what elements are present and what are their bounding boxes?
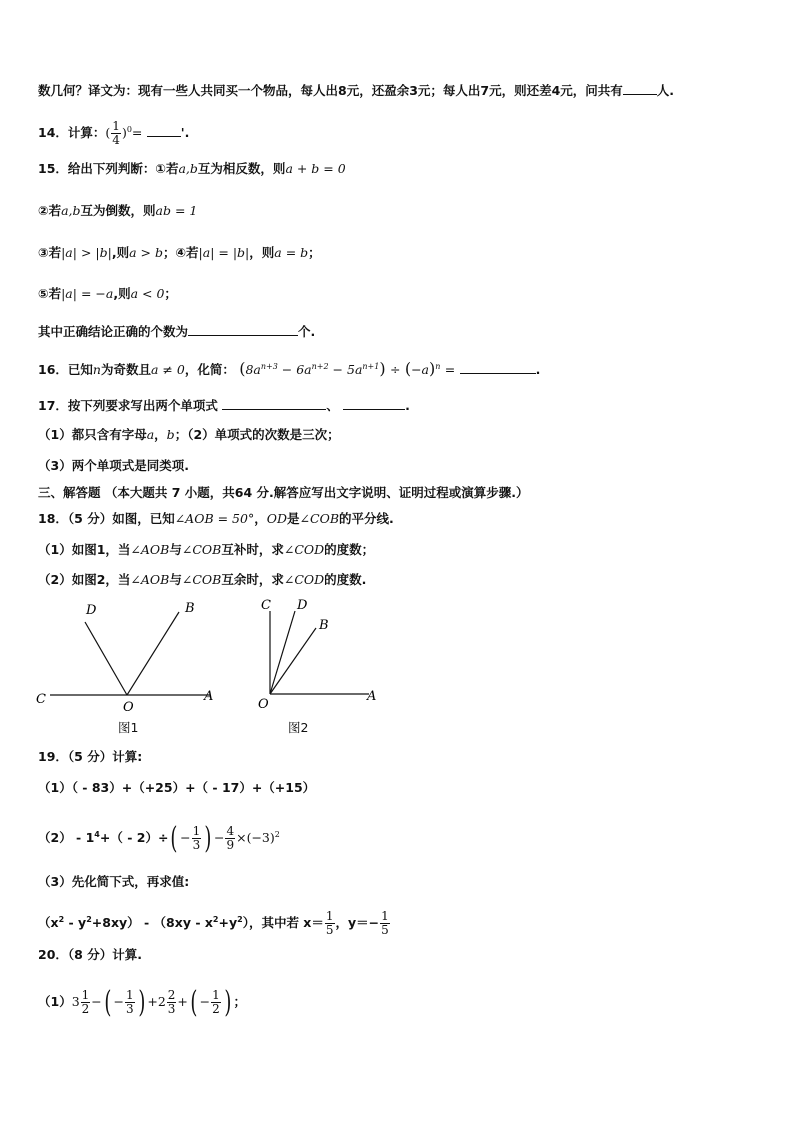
q15-expr: a + b = 0 xyxy=(285,161,346,176)
denominator: 2 xyxy=(81,1002,90,1016)
question-19: 19．（5 分）计算: xyxy=(38,749,143,764)
q15-s3-label: ③若 xyxy=(38,245,62,260)
q18-c: 是 xyxy=(287,511,300,526)
continuation-tail: 人. xyxy=(656,83,675,98)
figure-1 xyxy=(30,598,230,738)
paren-close: ) xyxy=(121,125,127,141)
plus-sign: + xyxy=(147,994,158,1009)
q18-p2-aob: ∠AOB xyxy=(130,572,170,587)
figure-1-caption: 图1 xyxy=(118,720,139,735)
q15-s3-expr: |a| > |b| xyxy=(61,245,112,260)
q18-p1-cob: ∠COB xyxy=(181,542,222,557)
q15-s5-label: ⑤若 xyxy=(38,286,62,301)
q19-p2-exp2: 2 xyxy=(274,830,280,839)
label-c: C xyxy=(261,598,271,613)
question-19-part3-expr xyxy=(38,902,391,941)
q16-n: n xyxy=(92,362,101,378)
x-fraction xyxy=(325,910,335,937)
numerator: 4 xyxy=(226,824,235,839)
label-c: C xyxy=(36,692,46,707)
answer-blank xyxy=(147,124,181,137)
exp: 2 xyxy=(237,915,243,924)
q14-numerator: 1 xyxy=(112,119,120,134)
q15-s4-label: ；④若 xyxy=(162,245,199,260)
question-14 xyxy=(38,115,189,148)
q16-cond: a ≠ 0 xyxy=(150,362,185,378)
q19-fraction2 xyxy=(225,825,235,852)
paren-open: ( xyxy=(105,125,111,141)
q18-p2-b: 与 xyxy=(169,572,182,587)
q18-od: OD xyxy=(266,511,288,526)
numerator: 1 xyxy=(381,909,389,924)
q16-exp3: n+1 xyxy=(362,362,380,371)
label-o: O xyxy=(123,700,134,715)
q16-a: 16．已知 xyxy=(38,362,93,378)
label-d: D xyxy=(297,598,308,613)
q17-end: . xyxy=(405,398,410,413)
denominator: 3 xyxy=(167,1002,176,1016)
paren-close: ) xyxy=(379,359,386,379)
answer-blank xyxy=(188,323,298,336)
q17-sep: 、 xyxy=(326,398,339,413)
exp: 2 xyxy=(212,915,219,924)
q15-s4-end: ； xyxy=(308,245,321,260)
denominator: 5 xyxy=(381,923,389,938)
paren-open: ( xyxy=(239,359,246,379)
question-19-part1: （1）（ - 83）+（+25）+（ - 17）+（+15） xyxy=(38,780,316,795)
q16-b: 为奇数且 xyxy=(100,362,151,378)
q18-d: 的平分线. xyxy=(339,511,394,526)
q15-s4-expr: |a| = |b| xyxy=(198,245,250,260)
q19-p2-c: ×(−3) xyxy=(236,830,275,846)
q16-eq: = xyxy=(444,362,456,378)
q18-p1-cod: ∠COD xyxy=(283,542,325,557)
minus-sign: − xyxy=(180,830,191,846)
question-18-part2 xyxy=(38,571,366,589)
whole-number: 3 xyxy=(71,994,80,1009)
q18-p1-aob: ∠AOB xyxy=(130,542,170,557)
minus-sign: − xyxy=(199,994,211,1009)
q15-s2-vars: a,b xyxy=(61,203,81,218)
question-17 xyxy=(38,397,410,415)
q15-s5-mid: ,则 xyxy=(113,286,131,301)
numerator: 1 xyxy=(325,909,334,924)
numerator: 2 xyxy=(167,988,176,1002)
answer-blank xyxy=(343,397,405,410)
label-o: O xyxy=(258,697,269,712)
q14-fraction xyxy=(111,120,121,147)
q18-p2-d: 互余时，求 xyxy=(221,572,284,587)
question-18 xyxy=(38,510,394,528)
q18-p2-f: 的度数. xyxy=(324,572,367,587)
q16-exp2: n+2 xyxy=(311,362,329,371)
q20-fraction1 xyxy=(81,989,91,1016)
q15-s4-res: a = b xyxy=(274,245,309,260)
y-fraction xyxy=(380,910,390,937)
expr-c: +8xy） - （8xy - x xyxy=(91,915,213,931)
whole-number: 2 xyxy=(157,994,166,1009)
q20-p1: （1） xyxy=(38,994,72,1009)
ray-od xyxy=(85,622,127,695)
exp: 2 xyxy=(86,915,92,924)
q15-s3-mid: ,则 xyxy=(111,245,130,260)
label-b: B xyxy=(185,601,195,616)
q18-cob: ∠COB xyxy=(299,511,340,526)
q15-s5-end: ； xyxy=(164,286,177,301)
q15-mid: 互为相反数，则 xyxy=(197,161,286,176)
q18-p2: （2）如图2，当 xyxy=(38,572,131,587)
q20-fraction4 xyxy=(211,989,221,1016)
numerator: 1 xyxy=(81,988,90,1002)
numerator: 1 xyxy=(192,824,201,839)
q17-v1: a xyxy=(146,427,155,442)
q14-equals: = xyxy=(131,125,143,141)
q16-exp1: n+3 xyxy=(260,362,278,371)
q17-a: 17．按下列要求写出两个单项式 xyxy=(38,398,218,413)
section-3-heading: 三、解答题 （本大题共 7 小题，共64 分.解答应写出文字说明、证明过程或演算步骤.） xyxy=(38,485,529,500)
question-15-conclusion xyxy=(38,323,315,341)
big-paren-open: ( xyxy=(190,984,198,1020)
q20-fraction3 xyxy=(167,989,177,1016)
q15-s2-label: ②若 xyxy=(38,203,62,218)
q15-conclusion-end: 个. xyxy=(298,324,316,339)
q14-end: '. xyxy=(180,125,190,141)
q15-s3-res: a > b xyxy=(129,245,163,260)
plus-sign: + xyxy=(177,994,188,1009)
q18-p1: （1）如图1，当 xyxy=(38,542,131,557)
question-16 xyxy=(38,358,540,379)
paren-close: ) xyxy=(429,359,436,379)
q14-denominator: 4 xyxy=(112,133,120,148)
q17-c1-sep: ， xyxy=(154,427,167,442)
big-paren-close: ) xyxy=(137,984,145,1020)
big-paren-open: ( xyxy=(104,984,112,1020)
minus-sign: − xyxy=(91,994,102,1009)
question-15-line1 xyxy=(38,160,346,178)
q18-p1-b: 与 xyxy=(169,542,182,557)
q16-div: ÷ xyxy=(389,362,401,378)
expr-b: - y xyxy=(64,915,87,931)
q18-a: 18．（5 分）如图，已知 xyxy=(38,511,175,526)
q15-vars: a,b xyxy=(178,161,198,176)
q18-p1-d: 互补时，求 xyxy=(221,542,284,557)
q15-s2-expr: ab = 1 xyxy=(155,203,198,218)
denominator: 9 xyxy=(226,838,235,853)
q15-s2-mid: 互为倒数，则 xyxy=(80,203,156,218)
exp: 2 xyxy=(58,915,65,924)
q20-end: ； xyxy=(233,994,246,1009)
q15-intro: 15．给出下列判断：①若 xyxy=(38,161,179,176)
q19-fraction1 xyxy=(192,825,202,852)
paren-open: ( xyxy=(404,359,412,379)
q15-s4-mid: ，则 xyxy=(249,245,275,260)
question-17-cond3: （3）两个单项式是同类项. xyxy=(38,458,189,473)
continuation-line xyxy=(38,82,674,100)
label-a: A xyxy=(204,689,214,704)
figure-2 xyxy=(255,596,395,716)
q14-label: 14．计算： xyxy=(38,125,106,141)
minus-sign: − xyxy=(113,994,124,1009)
expr-a: （x xyxy=(38,915,59,931)
q16-c: ，化简： xyxy=(184,362,235,378)
q19-p2-exp: 4 xyxy=(94,830,100,839)
answer-blank xyxy=(623,82,657,95)
label-a: A xyxy=(367,689,377,704)
q15-s5-res: a < 0 xyxy=(130,286,165,301)
expr-f: ，y＝− xyxy=(335,915,380,931)
q20-fraction2 xyxy=(125,989,135,1016)
q19-p2-b: +（ - 2）÷ xyxy=(99,830,169,846)
denominator: 3 xyxy=(125,1002,134,1016)
q16-term1: 8a xyxy=(245,362,261,378)
q18-angle: ∠AOB = 50° xyxy=(174,511,255,526)
question-18-part1 xyxy=(38,541,374,559)
big-paren-close: ) xyxy=(224,984,232,1020)
figure-2-caption: 图2 xyxy=(288,720,309,735)
question-20-part1 xyxy=(38,982,246,1022)
big-paren-open: ( xyxy=(170,820,178,856)
numerator: 1 xyxy=(212,988,220,1002)
ray-ob xyxy=(127,612,179,695)
minus-sign: − xyxy=(213,830,225,846)
q15-conclusion: 其中正确结论正确的个数为 xyxy=(38,324,189,339)
label-b: B xyxy=(319,618,329,633)
q14-power: 0 xyxy=(126,125,132,134)
question-15-line4 xyxy=(38,285,177,303)
question-20: 20．（8 分）计算. xyxy=(38,947,142,962)
answer-blank xyxy=(460,361,536,374)
q17-v2: b xyxy=(166,427,175,442)
expr-d: +y xyxy=(218,915,238,931)
q19-p2-a: （2） - 1 xyxy=(38,830,95,846)
label-d: D xyxy=(86,603,97,618)
answer-blank xyxy=(222,397,326,410)
denominator: 5 xyxy=(325,923,334,938)
q16-term2: − 6a xyxy=(277,362,312,378)
continuation-text: 数几何？译文为：现有一些人共同买一个物品，每人出8元，还盈余3元；每人出7元，则还差4元，问共有 xyxy=(38,83,623,98)
q17-c1-b: ；（2）单项式的次数是三次； xyxy=(174,427,340,442)
q16-end: . xyxy=(535,362,541,378)
ray-od xyxy=(270,611,295,694)
q16-exp4: n xyxy=(435,362,441,371)
q15-s5-expr: |a| = −a xyxy=(61,286,114,301)
expr-e: ），其中若 x＝ xyxy=(242,915,324,931)
q16-expr2: −a xyxy=(411,362,429,378)
q18-b: ， xyxy=(254,511,267,526)
question-15-line3 xyxy=(38,244,321,262)
numerator: 1 xyxy=(125,988,134,1002)
q18-p1-f: 的度数； xyxy=(324,542,375,557)
q17-c1: （1）都只含有字母 xyxy=(38,427,147,442)
denominator: 3 xyxy=(192,838,201,853)
question-17-cond1 xyxy=(38,426,340,444)
question-15-line2 xyxy=(38,202,197,220)
q16-term3: − 5a xyxy=(328,362,363,378)
denominator: 2 xyxy=(212,1002,220,1016)
question-19-part2 xyxy=(38,815,280,858)
ray-ob xyxy=(270,628,316,694)
q18-p2-cob: ∠COB xyxy=(181,572,222,587)
q18-p2-cod: ∠COD xyxy=(283,572,325,587)
question-19-part3: （3）先化简下式，再求值: xyxy=(38,874,190,889)
big-paren-close: ) xyxy=(204,820,212,856)
